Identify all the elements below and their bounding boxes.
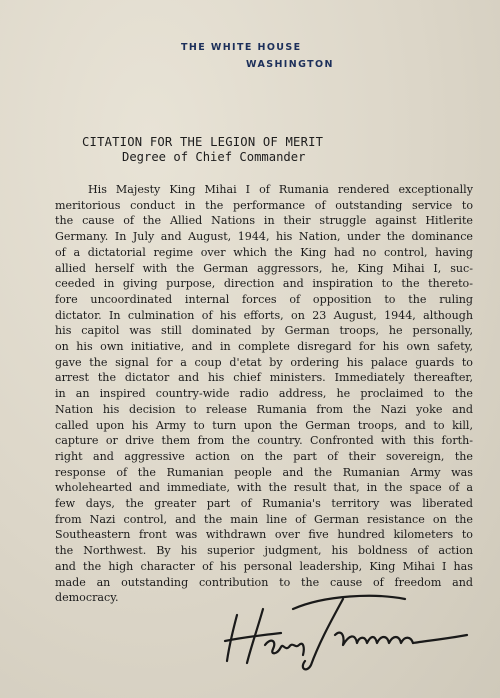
body-line: made an outstanding contribution to the cause of freedom and bbox=[55, 575, 473, 589]
body-line: in an inspired country-wide radio address, he proclaimed to the bbox=[55, 387, 473, 401]
signature-graphic bbox=[215, 585, 475, 675]
body-line: right and aggressive action on the part of their sovereign, the bbox=[55, 449, 473, 463]
body-line: and the high character of his personal leadership, King Mihai I has bbox=[55, 559, 473, 573]
signature bbox=[215, 585, 475, 675]
citation-subtitle: Degree of Chief Commander bbox=[122, 150, 306, 164]
body-line: of a dictatorial regime over which the King had no control, having bbox=[55, 245, 473, 259]
body-line: allied herself with the German aggressors, he, King Mihai I, suc- bbox=[55, 261, 473, 275]
body-line: meritorious conduct in the performance of outstanding service to bbox=[55, 198, 473, 212]
body-line: ceeded in giving purpose, direction and inspiration to the thereto- bbox=[55, 277, 473, 291]
citation-title: CITATION FOR THE LEGION OF MERIT bbox=[82, 135, 324, 149]
citation-body bbox=[55, 182, 473, 606]
body-line: the cause of the Allied Nations in their struggle against Hitlerite bbox=[55, 214, 473, 228]
body-line: Nation his decision to release Rumania from the Nazi yoke and bbox=[55, 402, 473, 416]
body-line: few days, the greater part of Rumania's territory was liberated bbox=[55, 497, 473, 511]
body-line: wholehearted and immediate, with the result that, in the space of a bbox=[55, 481, 473, 495]
body-line: Southeastern front was withdrawn over five hundred kilometers to bbox=[55, 528, 473, 542]
letterhead-title: THE WHITE HOUSE bbox=[181, 42, 302, 53]
body-line: dictator. In culmination of his efforts, on 23 August, 1944, although bbox=[55, 308, 473, 322]
body-line: the Northwest. By his superior judgment, his boldness of action bbox=[55, 544, 473, 558]
letterhead-location: WASHINGTON bbox=[246, 59, 334, 70]
body-line: Germany. In July and August, 1944, his Nation, under the dominance bbox=[55, 230, 473, 244]
body-line: called upon his Army to turn upon the German troops, and to kill, bbox=[55, 418, 473, 432]
body-line: capture or drive them from the country. Confronted with this forth- bbox=[55, 434, 473, 448]
body-line: democracy. bbox=[55, 591, 119, 605]
citation-heading bbox=[82, 135, 462, 164]
body-line: on his own initiative, and in complete disregard for his own safety, bbox=[55, 340, 473, 354]
body-line: response of the Rumanian people and the Rumanian Army was bbox=[55, 465, 473, 479]
body-line: from Nazi control, and the main line of German resistance on the bbox=[55, 512, 473, 526]
body-line: His Majesty King Mihai I of Rumania rendered exceptionally bbox=[88, 183, 473, 196]
body-line: his capitol was still dominated by German troops, he personally, bbox=[55, 324, 473, 338]
body-line: fore uncoordinated internal forces of opposition to the ruling bbox=[55, 292, 473, 306]
body-line: arrest the dictator and his chief ministers. Immediately thereafter, bbox=[55, 371, 473, 385]
body-line: gave the signal for a coup d'etat by ordering his palace guards to bbox=[55, 355, 473, 369]
